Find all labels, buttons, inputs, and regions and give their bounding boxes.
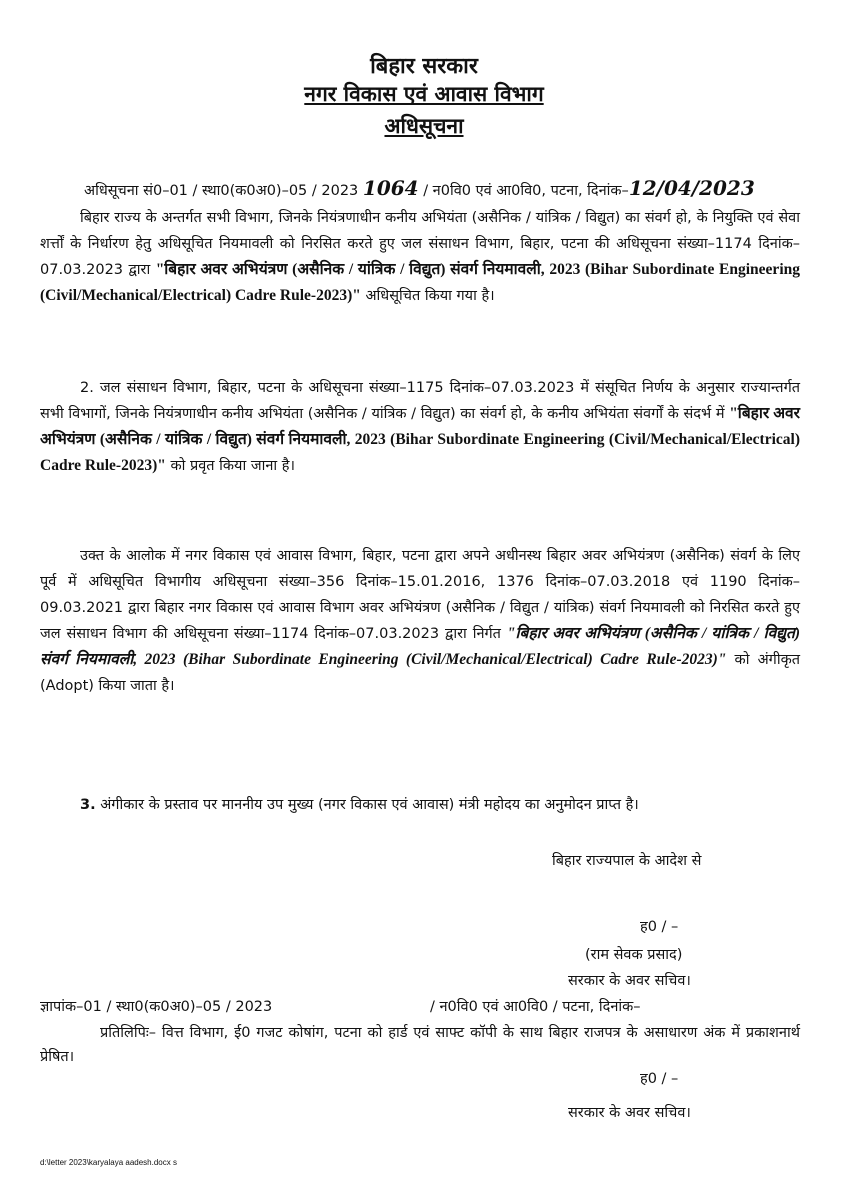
paragraph-1-text-b: अधिसूचित किया गया है। bbox=[360, 288, 495, 304]
paragraph-1 bbox=[40, 205, 800, 309]
department-title: नगर विकास एवं आवास विभाग bbox=[304, 82, 544, 106]
paragraph-4-number: 3. bbox=[80, 797, 96, 813]
signature-mark-2: ह0 / – bbox=[640, 1071, 679, 1087]
paragraph-2 bbox=[40, 375, 800, 479]
memo-number: ज्ञापांक–01 / स्था0(क0अ0)–05 / 2023 bbox=[40, 999, 273, 1015]
paragraph-2-text-a: जल संसाधन विभाग, बिहार, पटना के अधिसूचना संख्या–1175 दिनांक–07.03.2023 में संसूचित निर्णय के अनुसार राज्यान्तर्गत सभी विभागों, जिनके नियंत्रणाधीन कनीय अभियंता (असैनिक / यांत्रिक / विद्युत) का संवर्ग हो, के कनीय अभियंता संवर्गों के संदर्भ में bbox=[40, 380, 800, 422]
memo-department: / न0वि0 एवं आ0वि0 / पटना, दिनांक– bbox=[430, 999, 641, 1015]
paragraph-2-text-b: को प्रवृत किया जाना है। bbox=[165, 458, 295, 474]
signatory-designation-2: सरकार के अवर सचिव। bbox=[568, 1105, 691, 1121]
paragraph-3-rule-title: "बिहार अवर अभियंत्रण (असैनिक / यांत्रिक / विद्युत) संवर्ग नियमावली, 2023 (Bihar Subordinate Engineering (Civil/Mechanical/Electrical) Cadre Rule-2023)" bbox=[40, 625, 800, 668]
reference-middle: / न0वि0 एवं आ0वि0, पटना, दिनांक– bbox=[423, 183, 629, 199]
file-path-footer: d:\letter 2023\karyalaya aadesh.docx s bbox=[40, 1158, 177, 1167]
signatory-designation: सरकार के अवर सचिव। bbox=[568, 973, 691, 989]
memo-line bbox=[40, 996, 800, 1016]
paragraph-3 bbox=[40, 543, 800, 699]
paragraph-4-text: अंगीकार के प्रस्ताव पर माननीय उप मुख्य (नगर विकास एवं आवास) मंत्री महोदय का अनुमोदन प्राप्त है। bbox=[95, 797, 639, 813]
signatory-name: (राम सेवक प्रसाद) bbox=[585, 947, 683, 963]
paragraph-3-text-b: को अंगीकृत (Adopt) किया जाता है। bbox=[40, 652, 800, 694]
handwritten-date: 12/04/2023 bbox=[628, 176, 755, 200]
notification-reference bbox=[84, 176, 755, 200]
paragraph-4 bbox=[40, 792, 800, 818]
copy-to-text: प्रतिलिपिः– वित्त विभाग, ई0 गजट कोषांग, पटना को हार्ड एवं साफ्ट कॉपी के साथ बिहार राजपत्र के असाधारण अंक में प्रकाशनार्थ प्रेषित। bbox=[40, 1025, 800, 1065]
paragraph-2-rule-title: "बिहार अवर अभियंत्रण (असैनिक / यांत्रिक / विद्युत) संवर्ग नियमावली, 2023 (Bihar Subordinate Engineering (Civil/Mechanical/Electrical) Cadre Rule-2023)" bbox=[40, 405, 800, 474]
government-title: बिहार सरकार bbox=[370, 54, 478, 79]
reference-prefix: अधिसूचना सं0–01 / स्था0(क0अ0)–05 / 2023 bbox=[84, 183, 359, 199]
governor-order: बिहार राज्यपाल के आदेश से bbox=[552, 853, 702, 869]
notification-heading: अधिसूचना bbox=[384, 114, 464, 138]
handwritten-number: 1064 bbox=[362, 176, 419, 200]
signature-mark: ह0 / – bbox=[640, 919, 679, 935]
paragraph-3-text-a: उक्त के आलोक में नगर विकास एवं आवास विभाग, बिहार, पटना द्वारा अपने अधीनस्थ बिहार अवर अभियंत्रण (असैनिक) संवर्ग के लिए पूर्व में अधिसूचित विभागीय अधिसूचना संख्या–356 दिनांक–15.01.2016, 1376 दिनांक–07.03.2018 एवं 1190 दिनांक–09.03.2021 द्वारा बिहार नगर विकास एवं आवास विभाग अवर अभियंत्रण (असैनिक / विद्युत / यांत्रिक) संवर्ग नियमावली को निरसित करते हुए जल संसाधन विभाग की अधिसूचना संख्या–1174 दिनांक–07.03.2023 द्वारा निर्गत bbox=[40, 548, 800, 642]
paragraph-1-text-a: बिहार राज्य के अन्तर्गत सभी विभाग, जिनके नियंत्रणाधीन कनीय अभियंता (असैनिक / यांत्रिक / विद्युत) का संवर्ग हो, के नियुक्ति एवं सेवा शर्त्तों के निर्धारण हेतु अधिसूचित नियमावली को निरसित करते हुए जल संसाधन विभाग, बिहार, पटना की अधिसूचना संख्या–1174 दिनांक–07.03.2023 द्वारा bbox=[40, 210, 800, 278]
paragraph-2-number: 2. bbox=[80, 380, 94, 396]
paragraph-1-rule-title: "बिहार अवर अभियंत्रण (असैनिक / यांत्रिक / विद्युत) संवर्ग नियमावली, 2023 (Bihar Subordinate Engineering (Civil/Mechanical/Electrical) Cadre Rule-2023)" bbox=[40, 261, 800, 304]
